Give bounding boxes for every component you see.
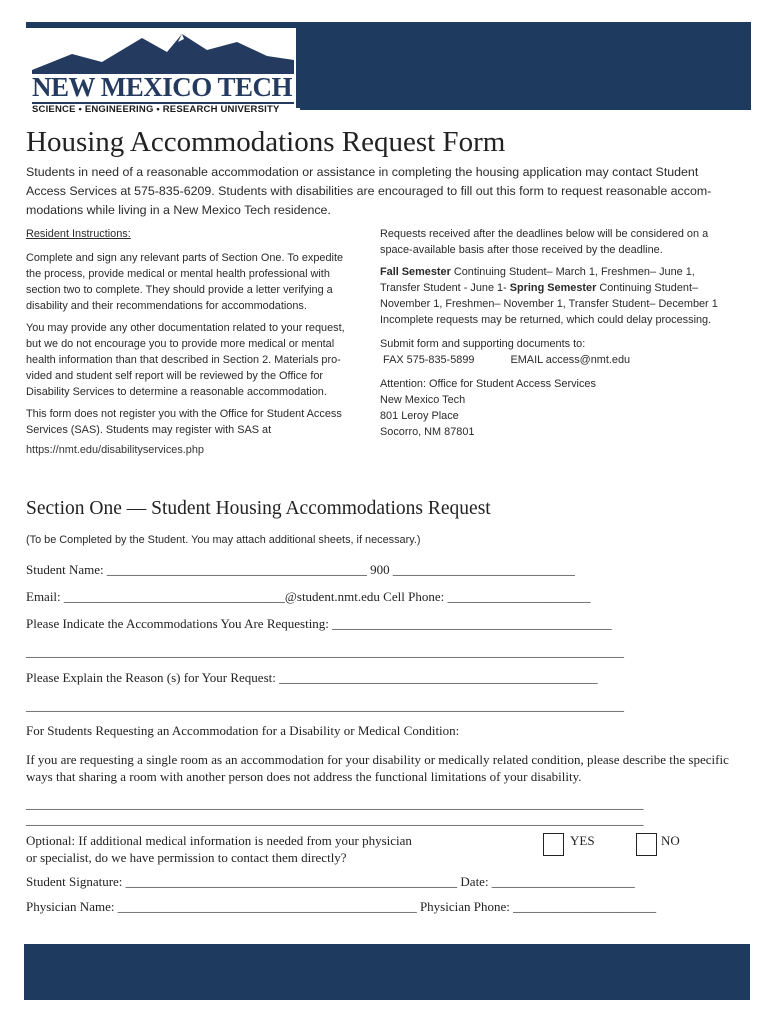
address-line: New Mexico Tech — [380, 394, 466, 406]
yes-label: YES — [570, 833, 595, 848]
instructions-heading: Resident Instructions: — [26, 228, 131, 240]
disability-heading: For Students Requesting an Accommodation for a Disability or Medical Condition: — [26, 723, 460, 738]
section-one-title: Section One — Student Housing Accommodations Request — [26, 498, 491, 519]
fall-deadline-line — [380, 264, 745, 280]
optional-question-line: or specialist, do we have permission to contact them directly? — [26, 850, 347, 865]
text-line: Disability Services to determine a reasonable accommodation. — [26, 386, 327, 398]
text-line: Requests received after the deadlines below will be considered on a — [380, 228, 709, 240]
text-line: health information than that described in Section 2. Materials pro- — [26, 354, 341, 366]
text-line: You may provide any other documentation related to your request, — [26, 322, 345, 334]
transfer-deadline-line — [380, 280, 745, 296]
footer-banner — [24, 944, 750, 1000]
text-line: Complete and sign any relevant parts of Section One. To expedite — [26, 252, 344, 264]
fall-deadline-text: Continuing Student– March 1, Freshmen– June 1, — [450, 266, 695, 278]
text-line: This form does not register you with the Office for Student Access — [26, 408, 342, 420]
email-address[interactable]: EMAIL access@nmt.edu — [510, 354, 631, 366]
spring-deadline-text: Continuing Student– — [596, 282, 699, 294]
registration-paragraph — [26, 406, 376, 438]
accommodations-continuation-line[interactable]: ____________________________________________________________________________________________ — [26, 644, 624, 659]
single-room-paragraph: If you are requesting a single room as an accommodation for your disability or medically related condition, please describe the specific ways that sharing a room with another person does not address the functional limitations of your disability. — [26, 752, 729, 784]
physician-field[interactable]: Physician Name: ______________________________________________ Physician Phone: ______________________ — [26, 899, 657, 914]
contact-line — [380, 352, 745, 368]
spring-semester-label: Spring Semester — [509, 282, 597, 294]
text-line: disability and their recommendations for accommodations. — [26, 300, 307, 312]
text-line: but we do not encourage you to provide more medical or mental — [26, 338, 335, 350]
attention-line: Attention: Office for Student Access Services — [380, 378, 596, 390]
transfer-deadline-text: Transfer Student - June 1- — [380, 282, 510, 294]
student-name-field[interactable]: Student Name: ________________________________________ 900 ____________________________ — [26, 562, 575, 577]
text-line: space-available basis after those received by the deadline. — [380, 244, 663, 256]
intro-line: modations while living in a New Mexico Tech residence. — [26, 203, 331, 217]
submit-instructions: Submit form and supporting documents to: — [380, 338, 586, 350]
address-line: 801 Leroy Place — [380, 410, 459, 422]
instructions-paragraph — [26, 250, 376, 314]
logo-name: NEW MEXICO TECH — [32, 72, 293, 102]
email-phone-field[interactable]: Email: __________________________________@student.nmt.edu Cell Phone: ______________________ — [26, 589, 591, 604]
november-deadline-line: November 1, Freshmen– November 1, Transfer Student– December 1 — [380, 298, 718, 310]
yes-checkbox[interactable] — [543, 833, 564, 856]
mountain-logo-icon — [32, 30, 294, 74]
deadlines-and-submission — [380, 226, 745, 440]
section-one-subtitle: (To be Completed by the Student. You may attach additional sheets, if necessary.) — [26, 534, 421, 546]
accommodations-field[interactable]: Please Indicate the Accommodations You Are Requesting: ___________________________________________ — [26, 616, 612, 631]
university-logo — [26, 28, 296, 114]
text-line: Services (SAS). Students may register with SAS at — [26, 424, 272, 436]
disability-services-link[interactable]: https://nmt.edu/disabilityservices.php — [26, 444, 204, 456]
no-label: NO — [661, 833, 680, 848]
optional-question-line: Optional: If additional medical information is needed from your physician — [26, 833, 412, 848]
resident-instructions — [26, 226, 376, 438]
text-line: section two to complete. They should provide a letter verifying a — [26, 284, 333, 296]
header-banner-tail — [300, 100, 751, 110]
text-line: the process, provide medical or mental health professional with — [26, 268, 330, 280]
logo-tagline: SCIENCE • ENGINEERING • RESEARCH UNIVERSITY — [32, 102, 294, 118]
signature-date-field[interactable]: Student Signature: ___________________________________________________ Date: ______________________ — [26, 874, 635, 889]
disability-explanation-line[interactable]: _______________________________________________________________________________________________ — [26, 812, 644, 827]
page-title: Housing Accommodations Request Form — [26, 126, 506, 158]
documentation-paragraph — [26, 320, 376, 400]
reason-field[interactable]: Please Explain the Reason (s) for Your Request: _________________________________________________ — [26, 670, 598, 685]
intro-paragraph — [26, 163, 738, 220]
text-line: vided and student self report will be reviewed by the Office for — [26, 370, 324, 382]
reason-continuation-line[interactable]: ____________________________________________________________________________________________ — [26, 698, 624, 713]
intro-line: Students in need of a reasonable accommodation or assistance in completing the housing application may contact Student — [26, 165, 699, 179]
address-line: Socorro, NM 87801 — [380, 426, 475, 438]
intro-line: Access Services at 575-835-6209. Students with disabilities are encouraged to fill out this form to request reasonable accom- — [26, 184, 712, 198]
fall-semester-label: Fall Semester — [380, 266, 451, 278]
fax-number: FAX 575-835-5899 — [383, 354, 475, 366]
no-checkbox[interactable] — [636, 833, 657, 856]
disability-explanation-line[interactable]: _______________________________________________________________________________________________ — [26, 796, 644, 811]
incomplete-warning: Incomplete requests may be returned, which could delay processing. — [380, 314, 712, 326]
